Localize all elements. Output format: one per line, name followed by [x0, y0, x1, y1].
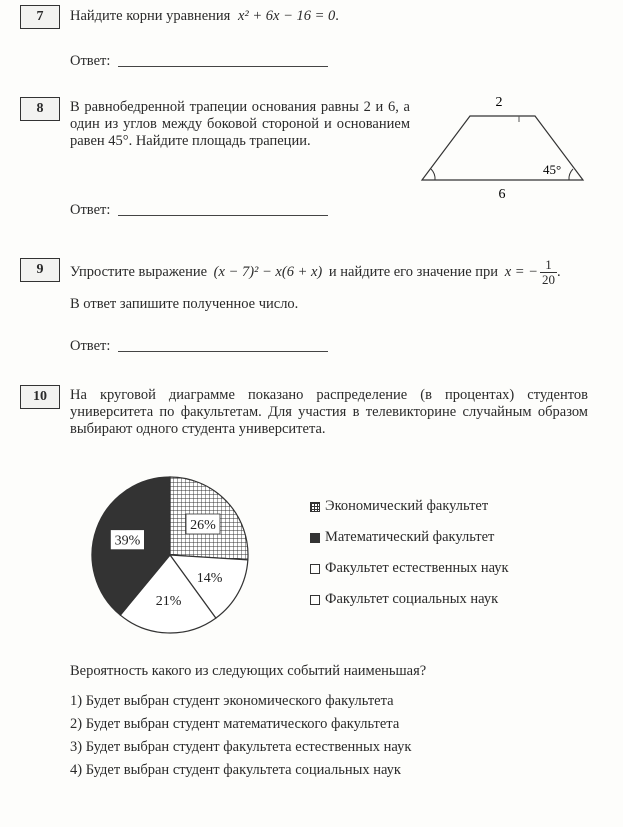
angle-arc-left	[431, 169, 435, 180]
pie-chart	[85, 470, 255, 640]
legend-white-swatch	[310, 595, 320, 605]
answer-option-4[interactable]: 4) Будет выбран студент факультета социальных наук	[70, 762, 401, 778]
question-9-prompt: Упростите выражение	[70, 263, 208, 280]
question-9-fraction	[540, 258, 557, 287]
legend-dark-swatch	[310, 533, 320, 543]
legend-label: Экономический факультет	[325, 498, 489, 514]
data-label-slice-math: 39%	[114, 533, 141, 549]
question-7-prompt: Найдите корни уравнения	[70, 8, 231, 24]
angle-arc-right	[569, 169, 573, 180]
legend-item-social-sciences	[310, 591, 498, 608]
question-8-text: В равнобедренной трапеции основания равны 2 и 6, а один из углов между боковой стороной и основанием равен 45°. Найдите площадь трапеции.	[70, 99, 410, 149]
answer-option-2[interactable]: 2) Будет выбран студент математического факультета	[70, 716, 400, 732]
question-7-answer-label: Ответ:	[70, 53, 111, 69]
data-label-slice-economics: 26%	[190, 518, 216, 533]
trapezoid-top-label: 2	[495, 95, 503, 110]
legend-item-economics	[310, 498, 488, 515]
legend-white-swatch	[310, 564, 320, 574]
question-9-line1: Упростите выражение (x − 7)² − x(6 + x) и найдите его значение при x = − $\frac{1}{20}$ .	[70, 257, 561, 287]
question-9-x-value: x = −	[504, 263, 538, 280]
trapezoid-figure	[415, 92, 595, 202]
data-label-slice-social-sciences: 21%	[155, 594, 182, 610]
legend-label: Математический факультет	[325, 529, 495, 545]
question-9-expression: (x − 7)² − x(6 + x)	[213, 263, 323, 280]
question-9-prompt-middle: и найдите его значение при	[328, 263, 499, 280]
question-9-number: 9	[20, 258, 60, 282]
trapezoid-bottom-label: 6	[498, 187, 506, 202]
question-7-equation: x² + 6x − 16 = 0	[237, 8, 336, 24]
fraction-denominator: 20	[541, 272, 555, 287]
legend-item-natural-sciences	[310, 560, 509, 577]
answer-option-1[interactable]: 1) Будет выбран студент экономического факультета	[70, 693, 394, 709]
legend-label: Факультет естественных наук	[325, 560, 509, 576]
question-7-text: Найдите корни уравнения x² + 6x − 16 = 0.	[70, 8, 339, 24]
fraction-numerator: 1	[540, 258, 557, 273]
question-8-answer-label: Ответ:	[70, 202, 111, 218]
question-10-prompt: Вероятность какого из следующих событий наименьшая?	[70, 663, 427, 679]
trapezoid-angle-label: 45°	[543, 162, 562, 177]
legend-label: Факультет социальных наук	[325, 591, 499, 607]
question-7-number: 7	[20, 5, 60, 29]
question-7-answer-field[interactable]	[118, 66, 328, 67]
answer-option-3[interactable]: 3) Будет выбран студент факультета естественных наук	[70, 739, 412, 755]
question-9-line2: В ответ запишите полученное число.	[70, 296, 299, 312]
question-9-answer-label: Ответ:	[70, 338, 111, 354]
question-10-text: На круговой диаграмме показано распределение (в процентах) студентов университета по факультетам. Для участия в телевикторине случайным образом выбирают одного студента университета.	[70, 387, 588, 437]
data-label-slice-natural-sciences: 14%	[196, 570, 223, 586]
legend-item-math	[310, 529, 494, 546]
question-8-number: 8	[20, 97, 60, 121]
legend-grid-swatch	[310, 502, 320, 512]
question-10-number: 10	[20, 385, 60, 409]
question-8-answer-field[interactable]	[118, 215, 328, 216]
question-9-answer-field[interactable]	[118, 351, 328, 352]
